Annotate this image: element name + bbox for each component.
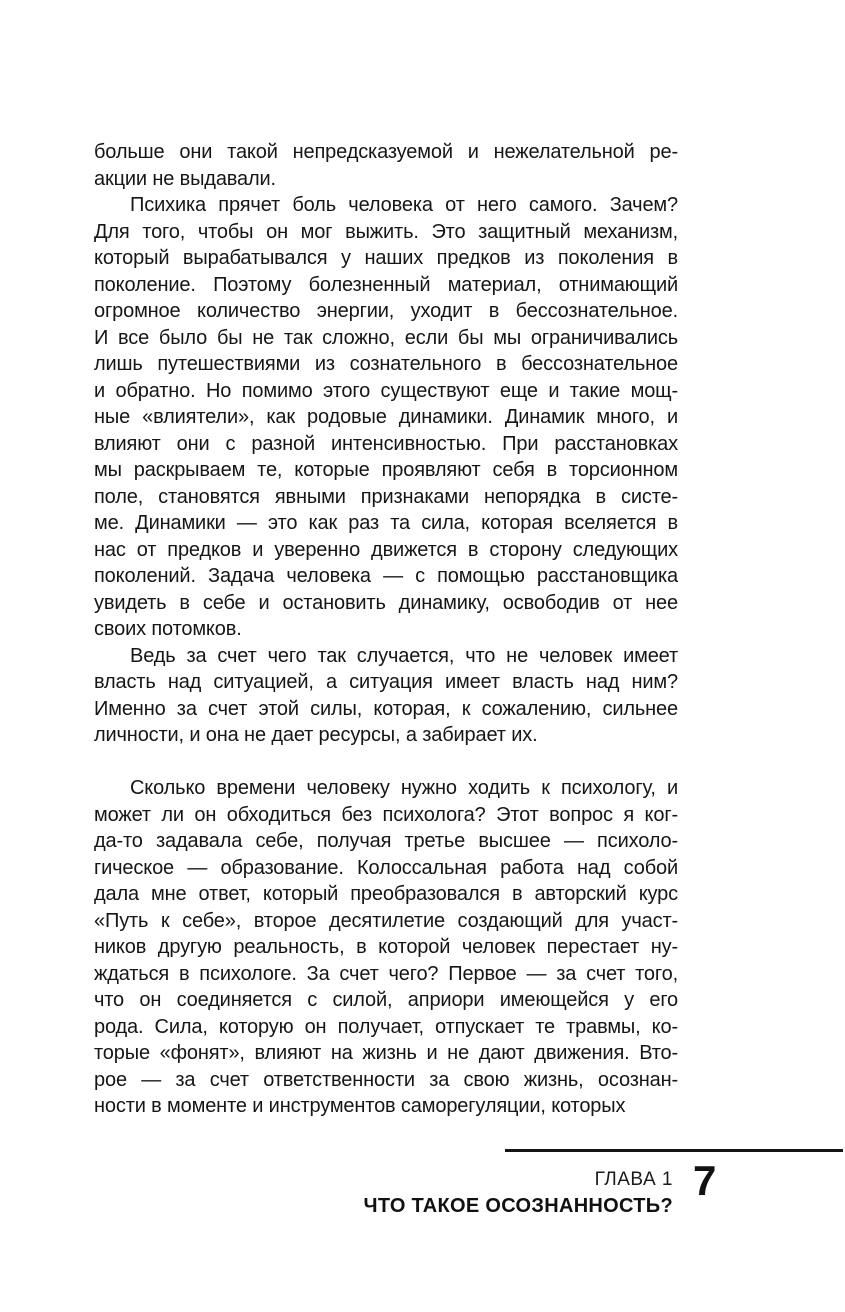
text-line: власть над ситуацией, а ситуация имеет власть над ним? <box>94 671 678 693</box>
text-line: поколений. Задача человека — с помощью расстановщика <box>94 565 678 587</box>
text-line: Психика прячет боль человека от него самого. Зачем? <box>130 194 678 216</box>
text-line: что он соединяется с силой, априори имеющейся у его <box>94 989 678 1011</box>
text-line: поколение. Поэтому болезненный материал, отнимающий <box>94 273 678 296</box>
footer-divider <box>505 1149 843 1152</box>
text-line: влияют они с разной интенсивностью. При расстановках <box>94 432 678 455</box>
paragraph <box>94 139 678 192</box>
footer-chapter-label: ГЛАВА 1 <box>594 1169 673 1190</box>
text-line: нас от предков и уверенно движется в сторону следующих <box>94 538 678 561</box>
text-line: который вырабатывался у наших предков из поколения в <box>94 247 678 269</box>
text-line: акции не выдавали. <box>94 167 276 190</box>
paragraph <box>94 192 678 643</box>
text-line: ников другую реальность, в которой человек перестает ну- <box>94 936 678 958</box>
text-line: дала мне ответ, который преобразовался в авторский курс <box>94 883 678 905</box>
text-line: «Путь к себе», второе десятилетие создающий для участ- <box>94 909 678 932</box>
text-line: ме. Динамики — это как раз та сила, которая вселяется в <box>94 512 678 534</box>
text-line: торые «фонят», влияют на жизнь и не дают движения. Вто- <box>94 1042 678 1064</box>
text-line: личности, и она не дает ресурсы, а забирает их. <box>94 724 538 746</box>
body-text-block <box>94 139 678 1120</box>
text-line: Именно за счет этой силы, которая, к сожалению, сильнее <box>94 697 678 720</box>
paragraph <box>94 643 678 749</box>
text-line: да-то задавала себе, получая третье высшее — психоло- <box>94 830 678 852</box>
text-line: гическое — образование. Колоссальная работа над собой <box>94 856 678 879</box>
footer-chapter-title: ЧТО ТАКОЕ ОСОЗНАННОСТЬ? <box>363 1195 673 1217</box>
text-line: поле, становятся явными признаками непорядка в систе- <box>94 485 678 508</box>
text-line: ждаться в психологе. За счет чего? Первое — за счет того, <box>94 962 678 985</box>
text-line: рое — за счет ответственности за свою жизнь, осознан- <box>94 1068 678 1091</box>
text-line: мы раскрываем те, которые проявляют себя в торсионном <box>94 459 678 481</box>
text-line: увидеть в себе и остановить динамику, освободив от нее <box>94 591 678 614</box>
text-line: своих потомков. <box>94 618 242 640</box>
text-line: И все было бы не так сложно, если бы мы ограничивались <box>94 326 678 349</box>
text-line: Сколько времени человеку нужно ходить к психологу, и <box>130 777 678 799</box>
text-line: рода. Сила, которую он получает, отпускает те травмы, ко- <box>94 1015 678 1038</box>
text-line: лишь путешествиями из сознательного в бессознательное <box>94 353 678 375</box>
text-line: ности в моменте и инструментов саморегуляции, которых <box>94 1095 626 1117</box>
text-line: Для того, чтобы он мог выжить. Это защитный механизм, <box>94 220 678 243</box>
text-line: может ли он обходиться без психолога? Этот вопрос я ког- <box>94 803 678 826</box>
text-line: и обратно. Но помимо этого существуют еще и такие мощ- <box>94 379 678 402</box>
text-line: Ведь за счет чего так случается, что не человек имеет <box>130 644 678 667</box>
text-line: ные «влиятели», как родовые динамики. Динамик много, и <box>94 406 678 428</box>
footer-page-number: 7 <box>693 1157 717 1204</box>
paragraph <box>94 775 678 1120</box>
text-line: больше они такой непредсказуемой и нежелательной ре- <box>94 141 678 163</box>
text-line: огромное количество энергии, уходит в бессознательное. <box>94 300 678 322</box>
